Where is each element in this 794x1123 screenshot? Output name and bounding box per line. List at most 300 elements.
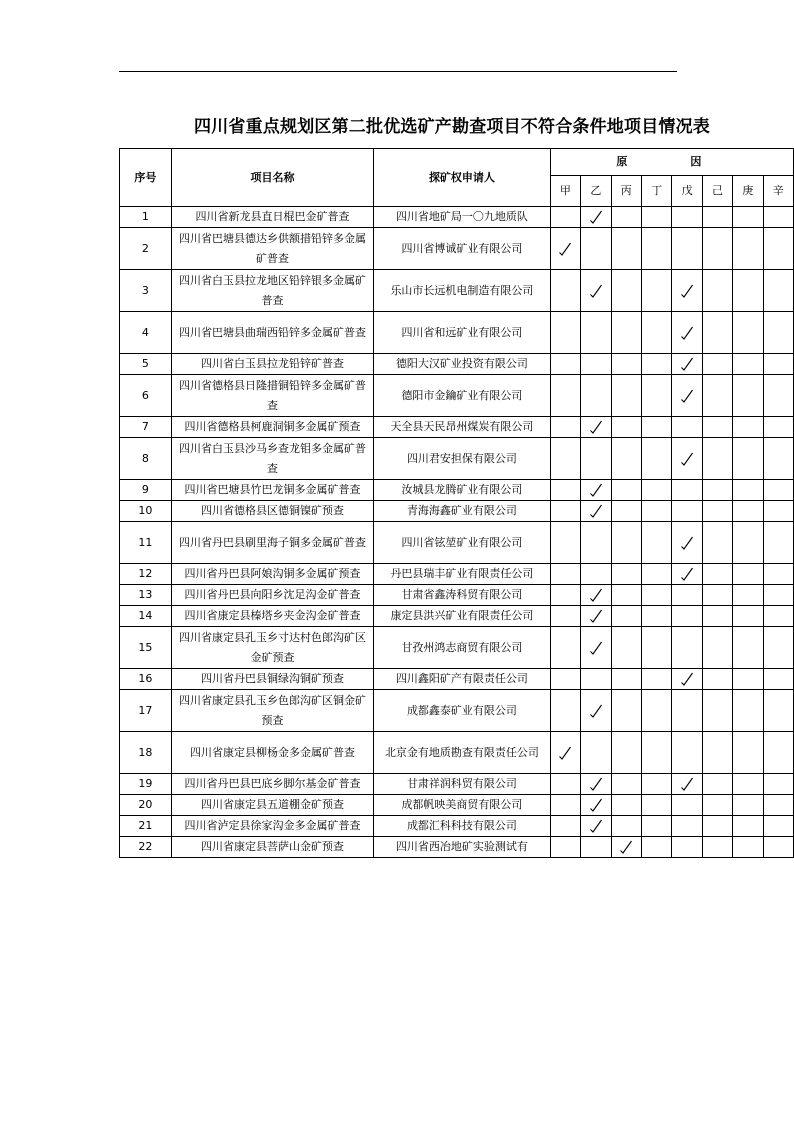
row-seq: 14	[120, 606, 172, 627]
reason-cell	[611, 207, 641, 228]
row-project-name: 四川省康定县孔玉乡寸达村色郎沟矿区金矿预查	[171, 627, 374, 669]
checkmark-icon	[589, 483, 603, 497]
header-rule	[119, 71, 677, 72]
reason-cell	[763, 606, 793, 627]
header-reason: 原 因	[550, 149, 793, 176]
reason-cell	[642, 816, 672, 837]
row-project-name: 四川省白玉县拉龙铅锌矿普查	[171, 354, 374, 375]
row-seq: 2	[120, 228, 172, 270]
reason-cell	[611, 627, 641, 669]
reason-cell	[702, 312, 732, 354]
table-row	[120, 816, 794, 837]
reason-cell	[733, 585, 763, 606]
reason-cell	[550, 816, 580, 837]
reason-cell	[763, 627, 793, 669]
row-project-name: 四川省康定县柳杨金多金属矿普查	[171, 732, 374, 774]
reason-cell	[702, 375, 732, 417]
table-row	[120, 480, 794, 501]
table-row	[120, 585, 794, 606]
reason-cell	[581, 270, 611, 312]
reason-cell	[550, 732, 580, 774]
reason-cell	[702, 228, 732, 270]
reason-cell	[581, 816, 611, 837]
row-seq: 13	[120, 585, 172, 606]
reason-cell	[733, 774, 763, 795]
checkmark-icon	[680, 672, 694, 686]
reason-cell	[733, 417, 763, 438]
reason-cell	[550, 606, 580, 627]
table-row	[120, 774, 794, 795]
row-seq: 18	[120, 732, 172, 774]
table-row	[120, 312, 794, 354]
reason-cell	[733, 627, 763, 669]
reason-cell	[733, 606, 763, 627]
reason-cell	[611, 417, 641, 438]
reason-cell	[642, 501, 672, 522]
reason-cell	[611, 774, 641, 795]
checkmark-icon	[589, 284, 603, 298]
reason-cell	[611, 564, 641, 585]
checkmark-icon	[589, 609, 603, 623]
reason-cell	[550, 207, 580, 228]
row-project-name: 四川省康定县五道棚金矿预查	[171, 795, 374, 816]
row-applicant: 丹巴县瑞丰矿业有限责任公司	[374, 564, 550, 585]
reason-cell	[611, 501, 641, 522]
row-seq: 3	[120, 270, 172, 312]
row-seq: 5	[120, 354, 172, 375]
reason-cell	[702, 795, 732, 816]
reason-cell	[702, 354, 732, 375]
reason-cell	[733, 690, 763, 732]
reason-cell	[581, 774, 611, 795]
row-applicant: 四川省地矿局一〇九地质队	[374, 207, 550, 228]
header-reason-col: 戊	[672, 176, 702, 207]
row-seq: 16	[120, 669, 172, 690]
reason-cell	[642, 480, 672, 501]
reason-cell	[581, 438, 611, 480]
reason-cell	[581, 354, 611, 375]
reason-cell	[611, 795, 641, 816]
reason-cell	[702, 627, 732, 669]
row-applicant: 四川君安担保有限公司	[374, 438, 550, 480]
reason-cell	[733, 837, 763, 858]
row-applicant: 康定县洪兴矿业有限责任公司	[374, 606, 550, 627]
checkmark-icon	[680, 389, 694, 403]
reason-cell	[550, 417, 580, 438]
reason-cell	[642, 690, 672, 732]
reason-cell	[581, 228, 611, 270]
reason-cell	[550, 795, 580, 816]
row-seq: 7	[120, 417, 172, 438]
reason-cell	[702, 669, 732, 690]
row-project-name: 四川省丹巴县刷里海子铜多金属矿普查	[171, 522, 374, 564]
reason-cell	[672, 228, 702, 270]
reason-cell	[581, 207, 611, 228]
row-seq: 8	[120, 438, 172, 480]
page-title: 四川省重点规划区第二批优选矿产勘查项目不符合条件地项目情况表	[194, 117, 710, 137]
reason-cell	[550, 354, 580, 375]
header-reason-col: 庚	[733, 176, 763, 207]
reason-cell	[733, 669, 763, 690]
row-applicant: 四川省和远矿业有限公司	[374, 312, 550, 354]
reason-cell	[581, 732, 611, 774]
row-applicant: 四川省博诚矿业有限公司	[374, 228, 550, 270]
checkmark-icon	[589, 420, 603, 434]
reason-cell	[611, 270, 641, 312]
reason-cell	[672, 417, 702, 438]
row-applicant: 青海海鑫矿业有限公司	[374, 501, 550, 522]
table-row	[120, 417, 794, 438]
header-reason-col: 乙	[581, 176, 611, 207]
reason-cell	[550, 270, 580, 312]
reason-cell	[672, 270, 702, 312]
reason-cell	[733, 480, 763, 501]
row-project-name: 四川省康定县榛塔乡夹金沟金矿普查	[171, 606, 374, 627]
reason-cell	[763, 375, 793, 417]
row-project-name: 四川省巴塘县竹巴龙铜多金属矿普查	[171, 480, 374, 501]
reason-cell	[611, 228, 641, 270]
reason-cell	[581, 627, 611, 669]
reason-cell	[763, 438, 793, 480]
reason-cell	[642, 564, 672, 585]
table-row	[120, 606, 794, 627]
reason-cell	[672, 627, 702, 669]
reason-cell	[763, 522, 793, 564]
reason-cell	[763, 480, 793, 501]
reason-cell	[550, 228, 580, 270]
row-applicant: 成都鑫泰矿业有限公司	[374, 690, 550, 732]
reason-cell	[581, 837, 611, 858]
reason-cell	[550, 837, 580, 858]
row-applicant: 甘孜州鸿志商贸有限公司	[374, 627, 550, 669]
checkmark-icon	[680, 452, 694, 466]
row-applicant: 德阳大汉矿业投资有限公司	[374, 354, 550, 375]
reason-cell	[763, 501, 793, 522]
row-project-name: 四川省丹巴县铜绿沟铜矿预查	[171, 669, 374, 690]
row-applicant: 四川省西冶地矿实验测试有	[374, 837, 550, 858]
row-project-name: 四川省白玉县沙马乡查龙钼多金属矿普查	[171, 438, 374, 480]
reason-cell	[763, 354, 793, 375]
reason-cell	[672, 207, 702, 228]
header-reason-col: 己	[702, 176, 732, 207]
row-seq: 1	[120, 207, 172, 228]
reason-cell	[550, 564, 580, 585]
reason-cell	[763, 585, 793, 606]
row-applicant: 汝城县龙腾矿业有限公司	[374, 480, 550, 501]
checkmark-icon	[558, 242, 572, 256]
reason-cell	[672, 690, 702, 732]
reason-cell	[581, 564, 611, 585]
reason-cell	[733, 354, 763, 375]
table-row	[120, 438, 794, 480]
reason-cell	[611, 816, 641, 837]
reason-cell	[581, 606, 611, 627]
reason-cell	[733, 228, 763, 270]
reason-cell	[642, 774, 672, 795]
reason-cell	[642, 207, 672, 228]
row-applicant: 德阳市金鑰矿业有限公司	[374, 375, 550, 417]
reason-cell	[550, 480, 580, 501]
row-project-name: 四川省德格县柯鹿洞铜多金属矿预查	[171, 417, 374, 438]
table-row	[120, 795, 794, 816]
row-project-name: 四川省泸定县徐家沟金多金属矿普查	[171, 816, 374, 837]
reason-cell	[581, 501, 611, 522]
row-applicant: 甘肃祥润科贸有限公司	[374, 774, 550, 795]
reason-cell	[642, 312, 672, 354]
reason-cell	[611, 480, 641, 501]
reason-cell	[611, 690, 641, 732]
reason-cell	[702, 270, 732, 312]
row-project-name: 四川省德格县区德铜镍矿预查	[171, 501, 374, 522]
reason-cell	[672, 669, 702, 690]
reason-cell	[550, 690, 580, 732]
reason-cell	[672, 522, 702, 564]
table-row	[120, 837, 794, 858]
reason-cell	[581, 375, 611, 417]
row-seq: 9	[120, 480, 172, 501]
reason-cell	[763, 564, 793, 585]
reason-cell	[642, 438, 672, 480]
reason-cell	[611, 585, 641, 606]
reason-cell	[672, 732, 702, 774]
reason-cell	[550, 438, 580, 480]
reason-cell	[642, 795, 672, 816]
row-project-name: 四川省新龙县直日棍巴金矿普查	[171, 207, 374, 228]
row-applicant: 四川省铉堃矿业有限公司	[374, 522, 550, 564]
projects-table	[119, 148, 794, 858]
table-row	[120, 522, 794, 564]
row-project-name: 四川省巴塘县曲瑞西铅锌多金属矿普查	[171, 312, 374, 354]
reason-cell	[642, 270, 672, 312]
row-applicant: 成都汇科科技有限公司	[374, 816, 550, 837]
reason-cell	[581, 585, 611, 606]
reason-cell	[702, 501, 732, 522]
reason-cell	[763, 795, 793, 816]
reason-cell	[642, 585, 672, 606]
row-seq: 12	[120, 564, 172, 585]
row-seq: 17	[120, 690, 172, 732]
table-row	[120, 354, 794, 375]
reason-cell	[702, 690, 732, 732]
reason-cell	[672, 795, 702, 816]
reason-cell	[702, 417, 732, 438]
reason-cell	[611, 732, 641, 774]
reason-cell	[672, 606, 702, 627]
row-seq: 10	[120, 501, 172, 522]
reason-cell	[763, 312, 793, 354]
table-row	[120, 669, 794, 690]
row-project-name: 四川省康定县孔玉乡色郎沟矿区铜金矿预查	[171, 690, 374, 732]
reason-cell	[581, 669, 611, 690]
row-project-name: 四川省丹巴县阿娘沟铜多金属矿预查	[171, 564, 374, 585]
reason-cell	[672, 816, 702, 837]
reason-cell	[672, 501, 702, 522]
reason-cell	[550, 585, 580, 606]
reason-cell	[642, 627, 672, 669]
reason-cell	[550, 522, 580, 564]
table-row	[120, 690, 794, 732]
row-applicant: 天全县天民昂州煤炭有限公司	[374, 417, 550, 438]
reason-cell	[763, 417, 793, 438]
row-applicant: 四川鑫阳矿产有限责任公司	[374, 669, 550, 690]
reason-cell	[733, 501, 763, 522]
reason-cell	[702, 480, 732, 501]
reason-cell	[611, 438, 641, 480]
reason-cell	[611, 375, 641, 417]
reason-cell	[642, 228, 672, 270]
row-seq: 20	[120, 795, 172, 816]
row-project-name: 四川省康定县菩萨山金矿预查	[171, 837, 374, 858]
reason-cell	[672, 438, 702, 480]
header-applicant: 探矿权申请人	[374, 149, 550, 207]
checkmark-icon	[589, 588, 603, 602]
header-reason-col: 丙	[611, 176, 641, 207]
reason-cell	[672, 774, 702, 795]
reason-cell	[672, 480, 702, 501]
table-row	[120, 501, 794, 522]
row-seq: 22	[120, 837, 172, 858]
reason-cell	[763, 816, 793, 837]
reason-cell	[702, 207, 732, 228]
checkmark-icon	[589, 210, 603, 224]
reason-cell	[672, 354, 702, 375]
header-name: 项目名称	[171, 149, 374, 207]
reason-cell	[702, 522, 732, 564]
row-seq: 6	[120, 375, 172, 417]
reason-cell	[702, 774, 732, 795]
reason-cell	[763, 270, 793, 312]
row-project-name: 四川省巴塘县德达乡供额措铅锌多金属矿普查	[171, 228, 374, 270]
row-seq: 19	[120, 774, 172, 795]
row-project-name: 四川省白玉县拉龙地区铅锌银多金属矿普查	[171, 270, 374, 312]
table-row	[120, 375, 794, 417]
table-row	[120, 270, 794, 312]
checkmark-icon	[589, 798, 603, 812]
reason-cell	[763, 774, 793, 795]
reason-cell	[702, 438, 732, 480]
header-seq: 序号	[120, 149, 172, 207]
row-seq: 4	[120, 312, 172, 354]
checkmark-icon	[619, 840, 633, 854]
reason-cell	[763, 837, 793, 858]
reason-cell	[611, 354, 641, 375]
reason-cell	[733, 312, 763, 354]
header-reason-col: 甲	[550, 176, 580, 207]
table-row	[120, 228, 794, 270]
reason-cell	[550, 501, 580, 522]
row-applicant: 乐山市长远机电制造有限公司	[374, 270, 550, 312]
reason-cell	[611, 606, 641, 627]
reason-cell	[550, 312, 580, 354]
reason-cell	[581, 795, 611, 816]
reason-cell	[581, 522, 611, 564]
reason-cell	[672, 564, 702, 585]
reason-cell	[763, 690, 793, 732]
checkmark-icon	[589, 777, 603, 791]
reason-cell	[733, 375, 763, 417]
reason-cell	[642, 606, 672, 627]
reason-cell	[733, 270, 763, 312]
reason-cell	[642, 669, 672, 690]
row-seq: 21	[120, 816, 172, 837]
reason-cell	[702, 606, 732, 627]
row-project-name: 四川省德格县日隆措铜铅锌多金属矿普查	[171, 375, 374, 417]
row-project-name: 四川省丹巴县巴底乡脚尔基金矿普查	[171, 774, 374, 795]
reason-cell	[763, 732, 793, 774]
reason-cell	[672, 837, 702, 858]
reason-cell	[642, 417, 672, 438]
checkmark-icon	[558, 746, 572, 760]
reason-cell	[733, 795, 763, 816]
reason-cell	[733, 564, 763, 585]
checkmark-icon	[680, 326, 694, 340]
row-applicant: 成都帆映美商贸有限公司	[374, 795, 550, 816]
reason-cell	[763, 207, 793, 228]
reason-cell	[611, 837, 641, 858]
reason-cell	[642, 732, 672, 774]
reason-cell	[702, 585, 732, 606]
checkmark-icon	[680, 357, 694, 371]
reason-cell	[581, 480, 611, 501]
reason-cell	[763, 228, 793, 270]
reason-cell	[763, 669, 793, 690]
row-seq: 11	[120, 522, 172, 564]
reason-cell	[702, 837, 732, 858]
row-applicant: 北京金有地质勘查有限责任公司	[374, 732, 550, 774]
table-row	[120, 732, 794, 774]
reason-cell	[733, 522, 763, 564]
reason-cell	[702, 732, 732, 774]
reason-cell	[642, 837, 672, 858]
checkmark-icon	[589, 819, 603, 833]
reason-cell	[581, 690, 611, 732]
checkmark-icon	[680, 536, 694, 550]
reason-cell	[611, 669, 641, 690]
reason-cell	[672, 585, 702, 606]
reason-cell	[581, 312, 611, 354]
header-reason-col: 丁	[642, 176, 672, 207]
reason-cell	[611, 522, 641, 564]
checkmark-icon	[680, 567, 694, 581]
reason-cell	[672, 312, 702, 354]
reason-cell	[672, 375, 702, 417]
table-row	[120, 564, 794, 585]
checkmark-icon	[680, 284, 694, 298]
checkmark-icon	[589, 704, 603, 718]
row-project-name: 四川省丹巴县向阳乡沈足沟金矿普查	[171, 585, 374, 606]
reason-cell	[733, 438, 763, 480]
checkmark-icon	[680, 777, 694, 791]
checkmark-icon	[589, 641, 603, 655]
reason-cell	[642, 375, 672, 417]
table-row	[120, 207, 794, 228]
reason-cell	[642, 354, 672, 375]
reason-cell	[550, 375, 580, 417]
reason-cell	[642, 522, 672, 564]
reason-cell	[550, 627, 580, 669]
reason-cell	[611, 312, 641, 354]
reason-cell	[702, 564, 732, 585]
reason-cell	[550, 669, 580, 690]
table-body	[120, 207, 794, 858]
checkmark-icon	[589, 504, 603, 518]
table-row	[120, 627, 794, 669]
header-reason-col: 辛	[763, 176, 793, 207]
reason-cell	[733, 816, 763, 837]
reason-cell	[550, 774, 580, 795]
row-applicant: 甘肃省鑫涛科贸有限公司	[374, 585, 550, 606]
reason-cell	[733, 207, 763, 228]
